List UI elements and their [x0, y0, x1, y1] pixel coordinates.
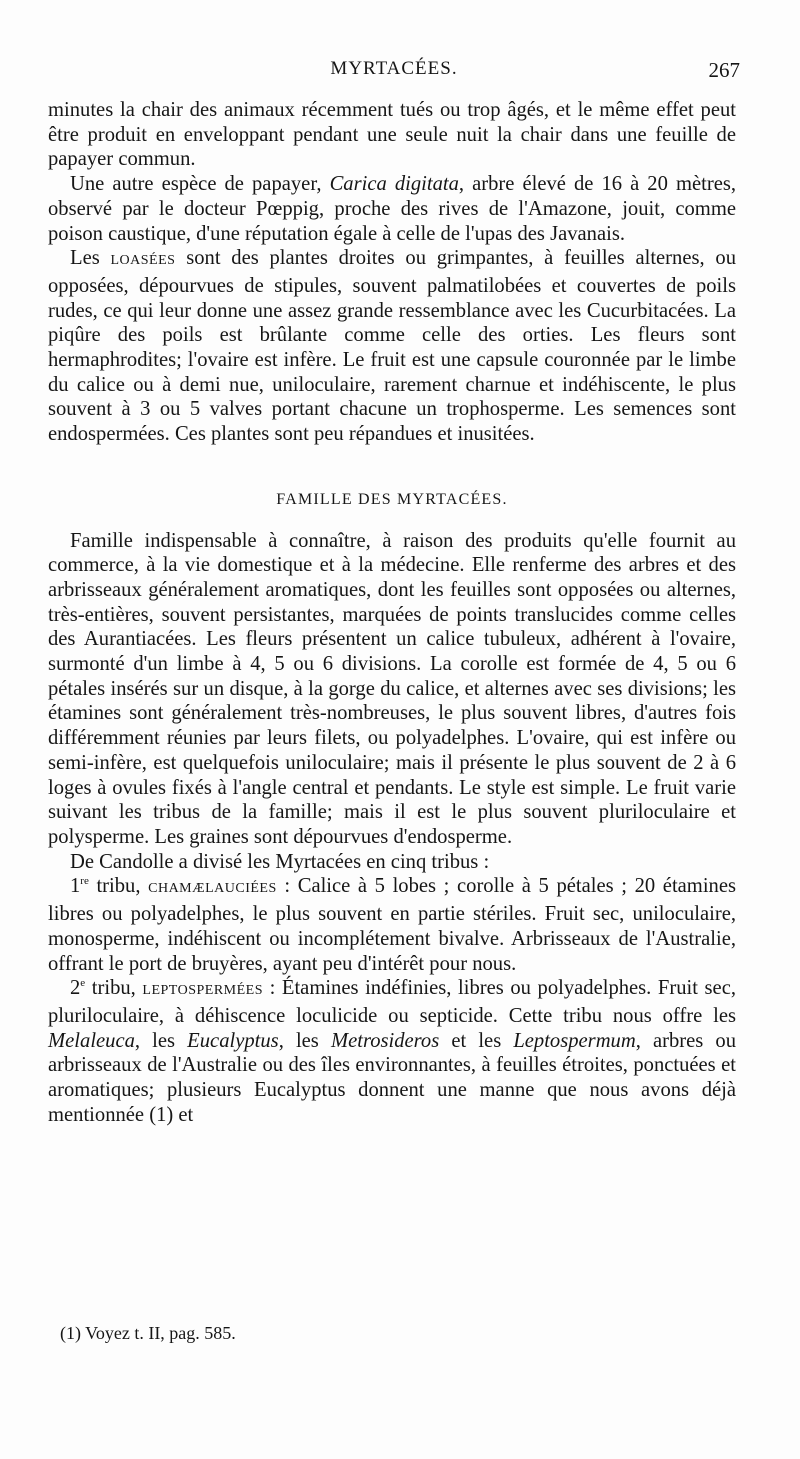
family-name: LOASÉES — [110, 253, 176, 269]
genus-name: Eucalyptus — [187, 1029, 279, 1052]
page-body — [48, 98, 736, 1127]
paragraph-loasees — [48, 246, 736, 447]
paragraph-carica — [48, 172, 736, 246]
text-segment: , les — [134, 1029, 188, 1052]
paragraph-continuation: minutes la chair des animaux récemment tués ou trop âgés, et le même effet peut être produit en enveloppant pendant une seule nuit la chair dans une feuille de papayer commun. — [48, 99, 736, 171]
paragraph-tribe-1 — [48, 874, 736, 976]
text-segment: , arbres ou arbrisseaux de l'Australie ou des îles environnantes, à feuilles étroites, ponctuées et aromatiques; plusieurs Eucalyptus donnent une manne que nous avons déjà mentionnée (1) et — [48, 1029, 736, 1126]
text-segment: tribu, — [85, 977, 143, 1000]
tribe-number: 1 — [70, 875, 81, 898]
paragraph-family-description: Famille indispensable à connaître, à raison des produits qu'elle fournit au commerce, à la vie domestique et à la médecine. Elle renferme des arbres et des arbrisseaux généralement aromatiques, dont les feuilles sont opposées ou alternes, très-entières, souvent persistantes, marquées de points translucides comme celles des Aurantiacées. Les fleurs présentent un calice tubuleux, adhérent à l'ovaire, surmonté d'un limbe à 4, 5 ou 6 divisions. La corolle est formée de 4, 5 ou 6 pétales insérés sur un disque, à la gorge du calice, et alternes avec ses divisions; les étamines sont généralement très-nombreuses, le plus souvent libres, d'autres fois différemment réunies par leurs filets, ou polyadelphes. L'ovaire, qui est infère ou semi-infère, est quelquefois uniloculaire; mais il présente le plus souvent de 2 à 6 loges à ovules fixés à l'angle central et pendants. Le style est simple. Le fruit varie suivant les tribus de la famille; mais il est le plus souvent pluriloculaire et polysperme. Les graines sont dépourvues d'endosperme. — [48, 529, 736, 848]
paragraph-tribe-2 — [48, 976, 736, 1127]
text-segment: : Étamines indéfinies, libres ou polyadelphes. Fruit sec, pluriloculaire, à déhiscence loculicide ou septicide. Cette tribu nous offre les — [48, 977, 736, 1027]
tribe-name: CHAMÆLAUCIÉES — [148, 881, 277, 897]
tribe-name: LEPTOSPERMÉES — [142, 983, 263, 999]
page-number: 267 — [708, 58, 740, 82]
ordinal-suffix: e — [80, 977, 86, 990]
running-title: MYRTACÉES. — [330, 58, 458, 79]
text-segment: et les — [439, 1029, 514, 1052]
genus-name: Metrosideros — [330, 1029, 440, 1052]
tribe-number: 2 — [70, 977, 81, 1000]
ordinal-suffix: re — [80, 875, 89, 888]
text-segment: Une autre espèce de papayer, — [70, 173, 330, 196]
text-segment: sont des plantes droites ou grimpantes, à feuilles alternes, ou opposées, dépourvues de stipules, souvent palmatilobées et couvertes de poils rudes, ce qui leur donne une assez grande ressemblance avec les Cucurbitacées. La piqûre des poils est brûlante comme celle des orties. Les fleurs sont hermaphrodites; l'ovaire est infère. Le fruit est une capsule couronnée par le limbe du calice ou à demi nue, uniloculaire, rarement charnue et indéhiscente, le plus souvent à 3 ou 5 valves portant chacune un trophosperme. Les semences sont endospermées. Ces plantes sont peu répandues et inusitées. — [48, 247, 736, 446]
species-name: Carica digitata — [329, 173, 459, 196]
text-segment: Les — [70, 247, 111, 270]
text-segment: tribu, — [88, 875, 149, 898]
footnote: (1) Voyez t. II, pag. 585. — [60, 1323, 236, 1343]
genus-name: Melaleuca — [48, 1029, 135, 1052]
text-segment: : Calice à 5 lobes ; corolle à 5 pétales ; 20 étamines libres ou polyadelphes, le plus souvent en partie stériles. Fruit sec, uniloculaire, monosperme, indéhiscent ou incomplétement bivalve. Arbrisseaux de l'Australie, offrant le port de bruyères, ayant peu d'intérêt pour nous. — [48, 875, 736, 975]
text-segment: , les — [278, 1029, 331, 1052]
page-header — [48, 58, 740, 88]
paragraph-tribes-intro: De Candolle a divisé les Myrtacées en cinq tribus : — [70, 850, 490, 873]
text-segment: , arbre élevé de 16 à 20 mètres, observé par le docteur Pœppig, proche des rives de l'Amazone, jouit, comme poison caustique, d'une réputation égale à celle de l'upas des Javanais. — [48, 173, 736, 245]
genus-name: Leptospermum — [513, 1029, 636, 1052]
section-heading: FAMILLE DES MYRTACÉES. — [276, 490, 508, 508]
